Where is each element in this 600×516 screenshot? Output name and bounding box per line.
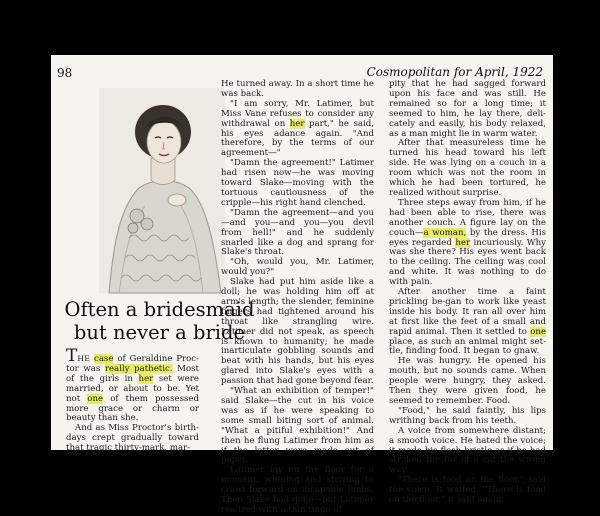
highlighted-word-her: her	[455, 237, 471, 248]
text-segment: Three steps away from him, if he had been able to rise, there was another couch. A figure lay on the couch—	[389, 197, 546, 238]
column-2-paragraph-2	[221, 100, 374, 159]
text-segment: by the dress. His eyes regarded	[389, 227, 546, 248]
column-2-paragraph-3: "Damn the agreement!" Latimer had risen now—he was moving toward Slake—moving with the tortuous cautiousness of the cripple—his right hand clenched.	[221, 158, 374, 208]
column-3-paragraph-4	[389, 288, 546, 357]
headline-line-1: Often a bridesmaid	[64, 298, 255, 321]
highlighted-word-her: her	[289, 118, 305, 129]
column-3	[389, 80, 546, 506]
page-number: 98	[57, 66, 73, 80]
column-3-paragraph-8: "There is food on the floor," said the voice. It waited. "There is food on the floor," it said again.	[389, 475, 546, 506]
column-2-paragraph-5: "Oh, would you, Mr. Latimer, would you?"	[221, 257, 374, 278]
text-segment: "I am sorry, Mr. Latimer, but Miss Vane refuses to consider any withdrawal on	[221, 98, 374, 129]
column-1-paragraph-2: And as Miss Proctor's birth-days crept gradually toward that tragic thirty-mark, mar-	[66, 423, 199, 454]
column-2-paragraph-6: Slake had put him aside like a doll; he was holding him off at arm's length; the slender, feminine fingers had tightened around his throat like strangling wire. Latimer did not speak, as speech is known to humanity; he made inarticulate gobbling sounds and beat with his hands, but his eyes glared into Slake's eyes with a passion that had gone beyond fear.	[221, 277, 374, 387]
column-1	[66, 346, 200, 454]
text-segment: set were married, or about to be. Yet not	[66, 373, 199, 404]
column-2	[221, 80, 374, 516]
highlighted-word-one: one	[87, 393, 104, 404]
highlighted-phrase-really-pathetic: really pathetic.	[104, 363, 173, 374]
column-2-paragraph-7: "What an exhibition of temper!" said Slake—the cut in his voice was as if he were speaking to some small biting sort of animal. "What a pitiful exhibition!" And then he flung Latimer from him as if the latter were made out of paper.	[221, 386, 374, 466]
text-segment: of them possessed more grace or charm or beauty than she.	[66, 393, 199, 424]
column-3-paragraph-3	[389, 199, 546, 288]
column-2-paragraph-1: He turned away. In a short time he was back.	[221, 79, 374, 99]
text-segment: incuriously. Why was she there? His eyes went back to the ceiling. The ceiling was cool and white. It was nothing to do with pain.	[389, 237, 546, 288]
text-segment: part," he said, his eyes adance again. "And therefore, by the terms of our agreement—"	[221, 118, 374, 159]
highlighted-phrase-a-woman: a woman,	[423, 227, 467, 238]
column-2-paragraph-4: "Damn the agreement—and you—and you—and you—you devil from hell!" and he suddenly snarled like a dog and sprang for Slake's throat.	[221, 207, 374, 258]
text-segment: of Geraldine Proc-tor was	[66, 354, 200, 374]
running-head: Cosmopolitan for April, 1922	[366, 65, 543, 79]
opening-small-caps: HE	[77, 354, 91, 363]
text-segment: place, as such an animal might set-tle, finding food. It began to gnaw.	[389, 336, 546, 357]
headline-line-2: but never a bride	[73, 321, 246, 344]
column-3-paragraph-2: After that measureless time he turned his head toward his left side. He was lying on a couch in a room which was not the room in which he had been tortured, he realized without surprise.	[389, 138, 546, 198]
column-1-paragraph-1	[66, 346, 200, 424]
text-segment: After another time a faint prickling be-gan to work like yeast inside his body. It ran all over him at first like the feet of a small and rapid animal. Then it settled to	[389, 287, 546, 337]
column-3-paragraph-1: pity that he had sagged forward upon his face and was still. He remained so for a long time; it seemed to him, he lay there, deli-cately and easily, his body relaxed, as a man might lie in warm water.	[389, 79, 546, 139]
column-3-paragraph-5: He was hungry. He opened his mouth, but no sounds came. When people were hungry, they asked. Then they were given food, he seemed to remember. Food.	[389, 356, 546, 406]
highlighted-word-one: one	[530, 326, 546, 337]
highlighted-word-case: case	[94, 354, 114, 364]
text-segment: Most of the girls in	[66, 363, 199, 384]
highlighted-word-her: her	[138, 373, 154, 384]
drop-cap: T	[66, 346, 78, 366]
column-3-paragraph-6: "Food," he said faintly, his lips writhing back from his teeth.	[389, 405, 546, 426]
woman-illustration	[99, 88, 225, 293]
column-3-paragraph-7: A voice from somewhere distant; a smooth voice. He hated the voice; it made his flesh bristle as if he had stroked the fur of a cat the wrong way.	[389, 425, 546, 476]
column-2-paragraph-8: Latimer lay on the floor for a moment, whining and striving to crawl forward on incapable limbs. Then Slake had gone—but Latimer realized with a thin tinge of	[221, 465, 374, 515]
magazine-page	[51, 55, 553, 515]
woman-portrait-drawing	[99, 88, 225, 293]
